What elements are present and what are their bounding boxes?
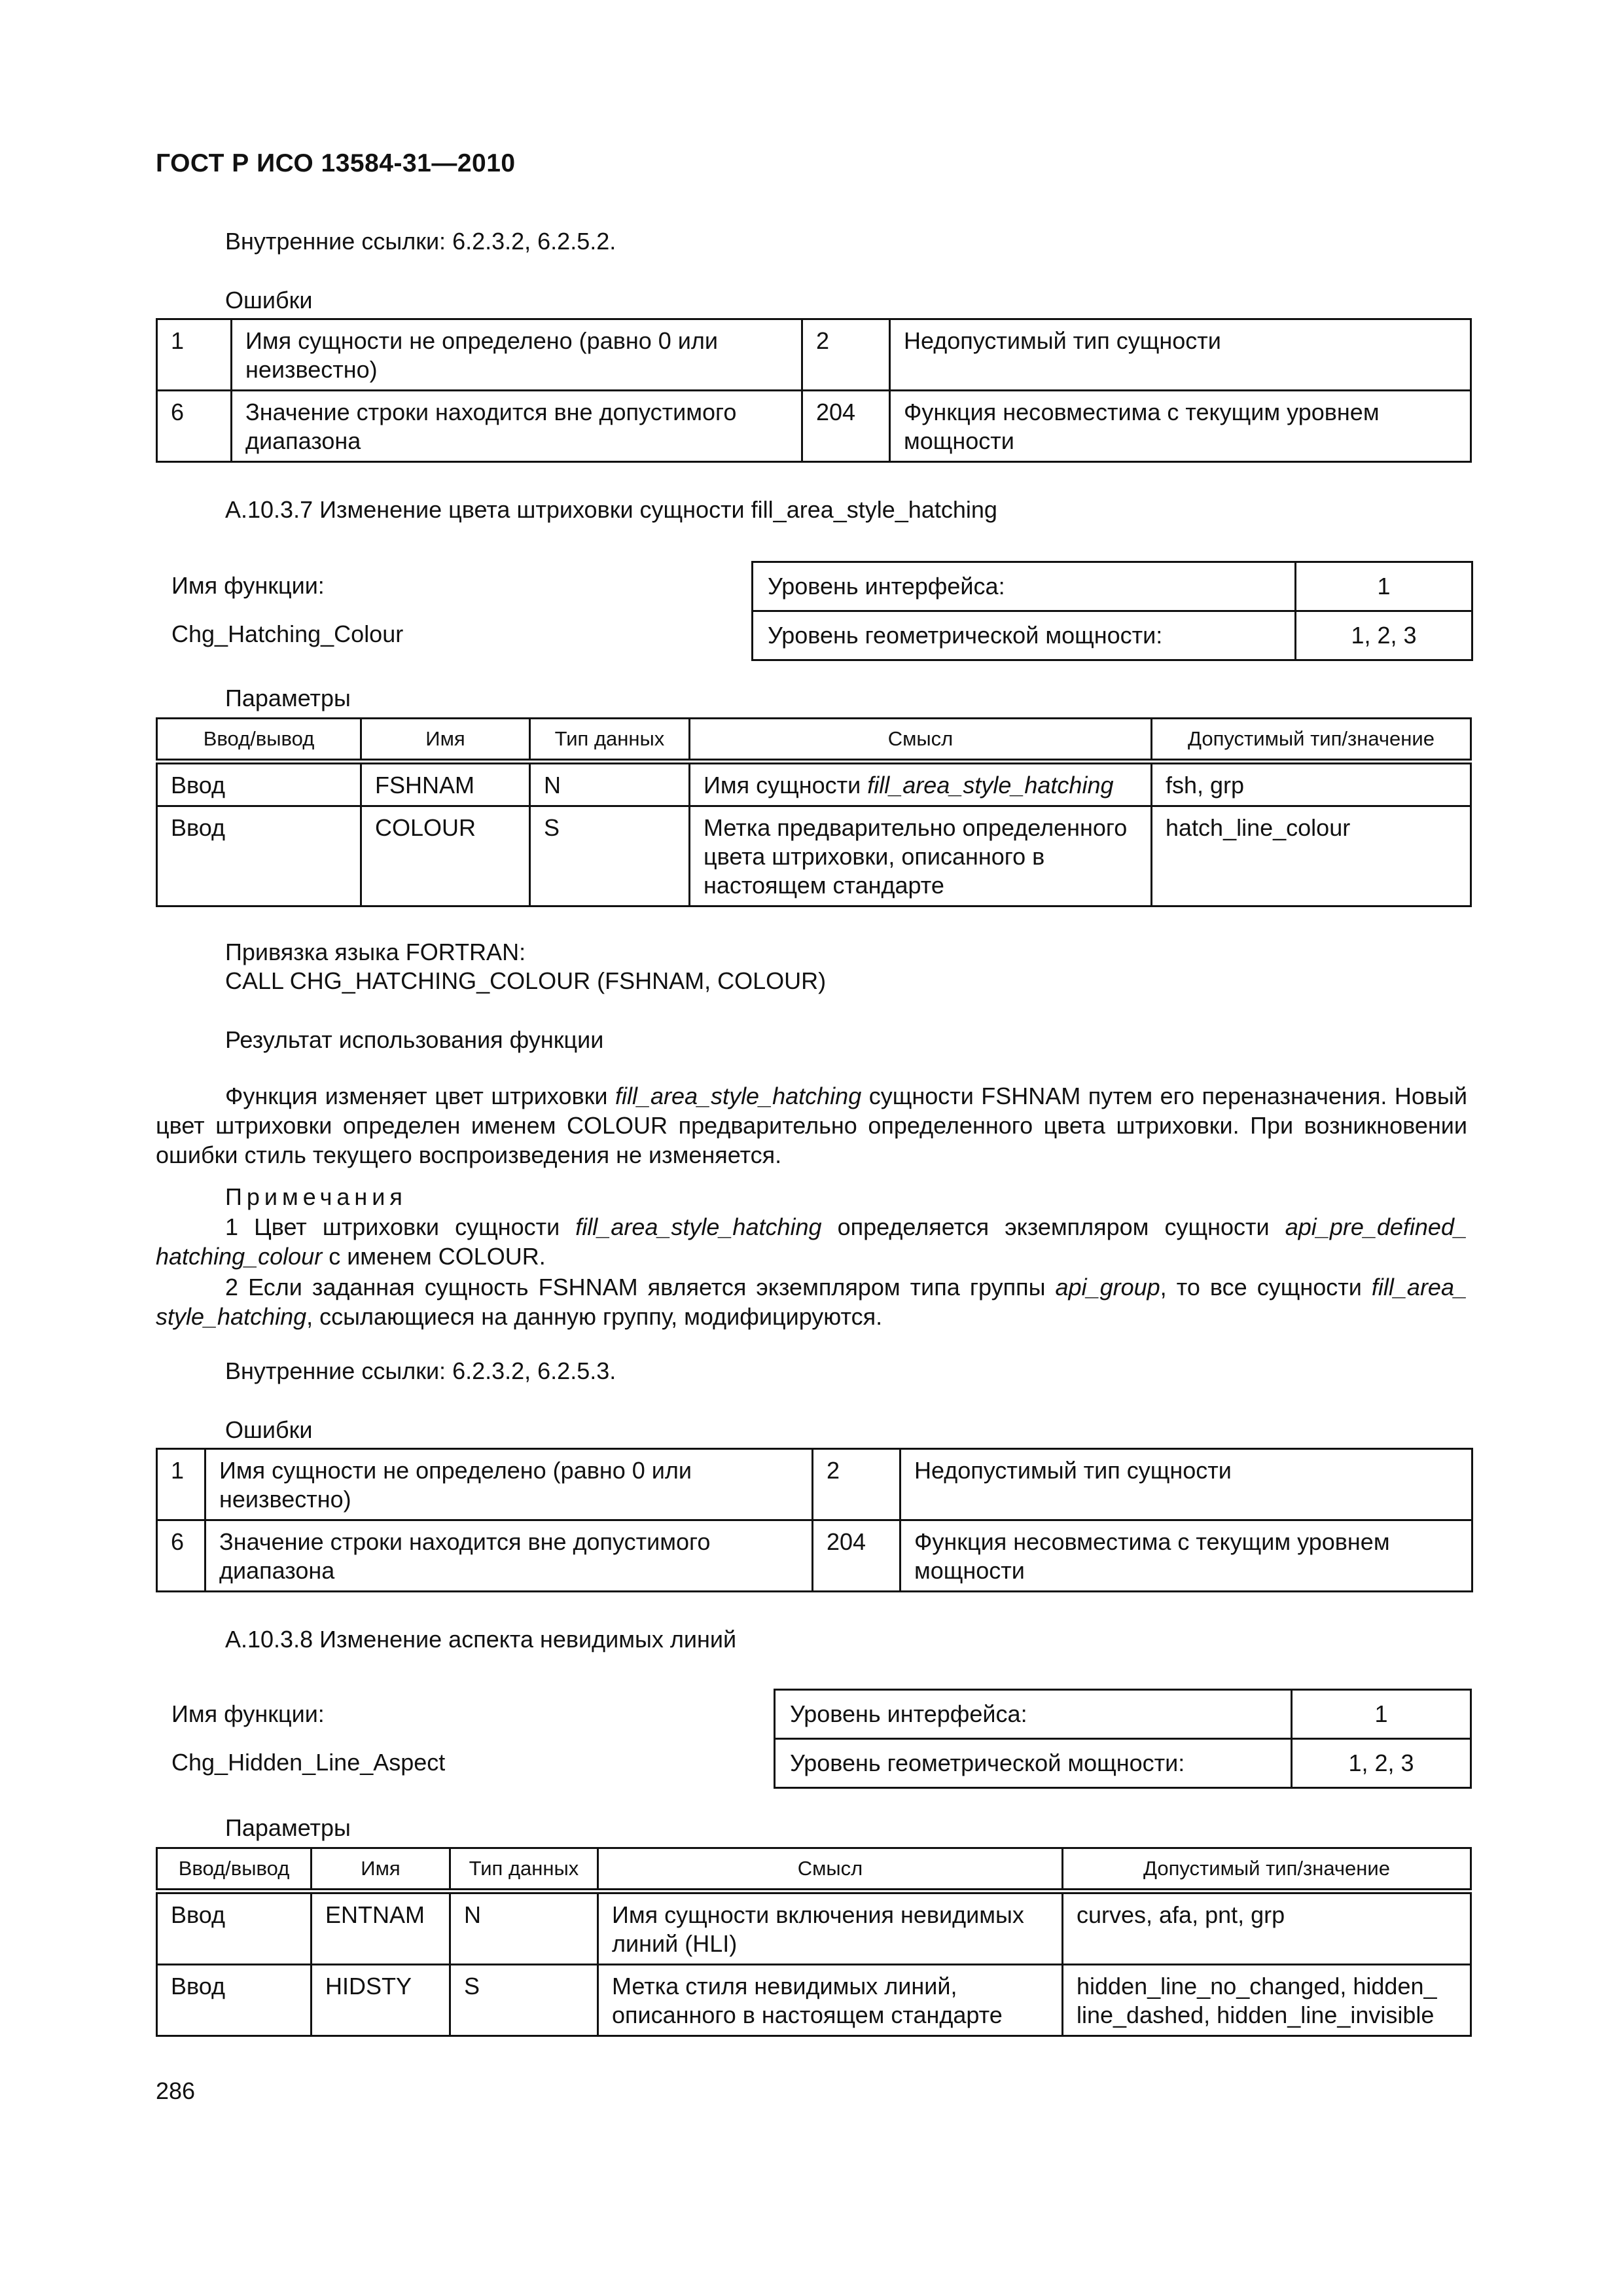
cell-name: COLOUR — [361, 806, 530, 906]
result-description — [156, 1081, 1467, 1170]
cell-name: ENTNAM — [312, 1892, 450, 1965]
table-row — [157, 1449, 1472, 1520]
table-row — [775, 1690, 1471, 1739]
note-text: 1 Цвет штриховки сущности — [225, 1213, 576, 1240]
cell-meaning — [690, 762, 1152, 806]
error-text: Функция несовместима с текущим уровнем мощности — [890, 391, 1471, 462]
note-text: определяется экземпляром сущности — [821, 1213, 1285, 1240]
error-text: Недопустимый тип сущности — [890, 319, 1471, 391]
cell-io: Ввод — [157, 806, 361, 906]
error-text: Значение строки находится вне допустимого диапазона — [205, 1520, 813, 1592]
cell-type: N — [450, 1892, 598, 1965]
error-code: 6 — [157, 1520, 205, 1592]
cell-meaning: Имя сущности включения невидимых линий (HLI) — [598, 1892, 1063, 1965]
error-code: 2 — [813, 1449, 901, 1520]
interface-level-label: Уровень интерфейса: — [775, 1690, 1292, 1739]
document-header: ГОСТ Р ИСО 13584-31—2010 — [156, 149, 516, 177]
error-text: Функция несовместима с текущим уровнем мощности — [901, 1520, 1472, 1592]
result-title: Результат использования функции — [225, 1026, 604, 1053]
table-row — [157, 391, 1471, 462]
table-header-row — [157, 1848, 1471, 1892]
interface-level-label: Уровень интерфейса: — [753, 562, 1296, 611]
error-code: 1 — [157, 319, 232, 391]
cell-type: S — [450, 1965, 598, 2036]
params-table-a1038 — [156, 1847, 1472, 2037]
section-title-a1038: А.10.3.8 Изменение аспекта невидимых линий — [225, 1626, 737, 1653]
fortran-binding-call: CALL CHG_HATCHING_COLOUR (FSHNAM, COLOUR) — [225, 967, 827, 994]
desc-italic: fill_area_style_hatching — [615, 1083, 862, 1109]
table-row — [157, 762, 1471, 806]
note-text: , то все сущности — [1160, 1274, 1372, 1300]
error-text: Значение строки находится вне допустимого диапазона — [232, 391, 802, 462]
meaning-italic: fill_area_style_hatching — [867, 772, 1114, 798]
note-text: , ссылающиеся на данную группу, модифицируются. — [306, 1303, 883, 1330]
cell-io: Ввод — [157, 1965, 312, 2036]
cell-allowed: hatch_line_colour — [1152, 806, 1471, 906]
interface-level-value: 1 — [1292, 1690, 1471, 1739]
desc-text: сущности FSHNAM путем его переназначения. Новый цвет штриховки определен именем COLOUR предварительно определенного цвета штриховки. При возникновении ошибки стиль текущего воспроизведения не изменяется. — [156, 1083, 1467, 1168]
errors-table-1 — [156, 318, 1472, 463]
column-header: Допустимый тип/значение — [1063, 1848, 1471, 1892]
errors-title-2: Ошибки — [225, 1416, 313, 1443]
meaning-text: Имя сущности — [704, 772, 868, 798]
note-1 — [156, 1212, 1467, 1271]
params-table-a1037 — [156, 717, 1472, 907]
cell-type: S — [530, 806, 690, 906]
error-code: 204 — [802, 391, 890, 462]
cell-io: Ввод — [157, 762, 361, 806]
table-header-row — [157, 719, 1471, 762]
cell-allowed: curves, afa, pnt, grp — [1063, 1892, 1471, 1965]
table-row — [157, 319, 1471, 391]
cell-allowed: hidden_line_no_changed, hidden_ line_dashed, hidden_line_invisible — [1063, 1965, 1471, 2036]
table-row — [157, 1965, 1471, 2036]
error-text: Имя сущности не определено (равно 0 или неизвестно) — [205, 1449, 813, 1520]
meaning-text: Метка предварительно определенного цвета штриховки, описанного в настоящем стандарте — [704, 814, 1128, 899]
error-text: Недопустимый тип сущности — [901, 1449, 1472, 1520]
table-row — [157, 806, 1471, 906]
params-title-a1037: Параметры — [225, 685, 351, 711]
table-row — [775, 1739, 1471, 1788]
notes-title: Примечания — [225, 1183, 407, 1210]
geometric-level-label: Уровень геометрической мощности: — [775, 1739, 1292, 1788]
internal-refs-2: Внутренние ссылки: 6.2.3.2, 6.2.5.3. — [225, 1357, 616, 1384]
section-title-a1037: А.10.3.7 Изменение цвета штриховки сущности fill_area_style_hatching — [225, 496, 997, 523]
note-2 — [156, 1272, 1467, 1331]
note-text: 2 Если заданная сущность FSHNAM является экземпляром типа группы — [225, 1274, 1056, 1300]
note-text: с именем COLOUR. — [322, 1243, 546, 1270]
page-number: 286 — [156, 2077, 196, 2104]
column-header: Смысл — [690, 719, 1152, 762]
geometric-level-value: 1, 2, 3 — [1296, 611, 1472, 660]
cell-name: FSHNAM — [361, 762, 530, 806]
note-italic: fill_area_style_hatching — [575, 1213, 822, 1240]
geometric-level-value: 1, 2, 3 — [1292, 1739, 1471, 1788]
table-row — [753, 611, 1472, 660]
function-name: Chg_Hatching_Colour — [171, 620, 404, 647]
error-code: 204 — [813, 1520, 901, 1592]
note-italic: fill_area_ style_hatching — [156, 1274, 1467, 1330]
function-name-label: Имя функции: — [171, 1700, 325, 1727]
levels-table-a1038 — [774, 1689, 1472, 1789]
function-name-label: Имя функции: — [171, 572, 325, 599]
geometric-level-label: Уровень геометрической мощности: — [753, 611, 1296, 660]
cell-meaning: Метка стиля невидимых линий, описанного в настоящем стандарте — [598, 1965, 1063, 2036]
desc-text: Функция изменяет цвет штриховки — [225, 1083, 615, 1109]
cell-io: Ввод — [157, 1892, 312, 1965]
column-header: Тип данных — [450, 1848, 598, 1892]
column-header: Имя — [312, 1848, 450, 1892]
error-text: Имя сущности не определено (равно 0 или неизвестно) — [232, 319, 802, 391]
errors-title-1: Ошибки — [225, 287, 313, 314]
cell-meaning — [690, 806, 1152, 906]
levels-table-a1037 — [751, 561, 1473, 661]
errors-table-2 — [156, 1448, 1473, 1592]
error-code: 1 — [157, 1449, 205, 1520]
table-row — [157, 1892, 1471, 1965]
error-code: 2 — [802, 319, 890, 391]
column-header: Ввод/вывод — [157, 1848, 312, 1892]
cell-name: HIDSTY — [312, 1965, 450, 2036]
cell-allowed: fsh, grp — [1152, 762, 1471, 806]
error-code: 6 — [157, 391, 232, 462]
column-header: Имя — [361, 719, 530, 762]
table-row — [753, 562, 1472, 611]
column-header: Смысл — [598, 1848, 1063, 1892]
table-row — [157, 1520, 1472, 1592]
note-italic: api_group — [1055, 1274, 1160, 1300]
interface-level-value: 1 — [1296, 562, 1472, 611]
column-header: Тип данных — [530, 719, 690, 762]
note-italic: api_pre_defined_ hatching_colour — [156, 1213, 1467, 1270]
fortran-binding-label: Привязка языка FORTRAN: — [225, 939, 526, 965]
cell-type: N — [530, 762, 690, 806]
column-header: Допустимый тип/значение — [1152, 719, 1471, 762]
params-title-a1038: Параметры — [225, 1814, 351, 1841]
function-name: Chg_Hidden_Line_Aspect — [171, 1749, 446, 1776]
internal-refs-1: Внутренние ссылки: 6.2.3.2, 6.2.5.2. — [225, 228, 616, 255]
column-header: Ввод/вывод — [157, 719, 361, 762]
